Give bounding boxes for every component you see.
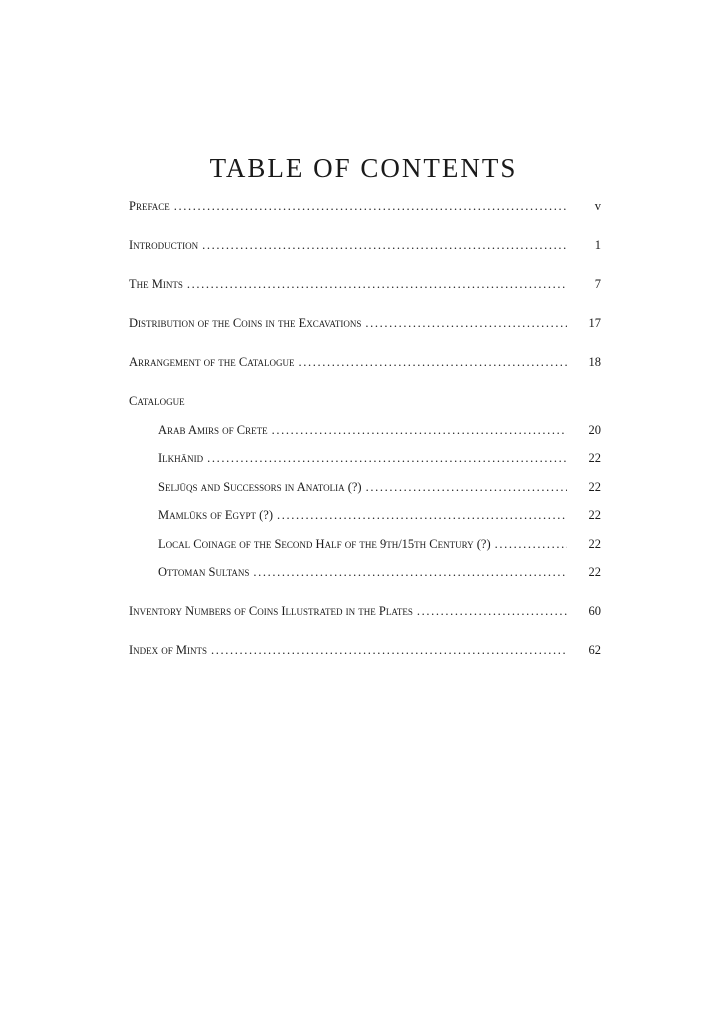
dot-leader [299,355,567,370]
toc-entry-preface [129,199,601,214]
toc-heading-catalogue [129,394,601,409]
dot-leader [207,451,567,466]
dot-leader [253,565,567,580]
toc-entry-page: 60 [588,604,601,618]
dot-leader [174,199,567,214]
toc-entry-label: Index of Mints [129,643,208,657]
toc-entry-index-of-mints [129,643,601,658]
toc-entry-page: 22 [588,536,601,551]
page-title: TABLE OF CONTENTS [209,153,518,183]
toc-entry-inventory-numbers [129,604,601,619]
toc-subentry-mamluks [129,508,601,523]
toc-entry-page: 17 [588,316,601,330]
toc-entry-label: Preface [129,199,170,213]
toc-subentry-ottoman-sultans [129,565,601,580]
toc-entry-label: Inventory Numbers of Coins Illustrated in the Plates [129,604,413,618]
toc-entry-page: 7 [594,277,601,291]
toc-subentry-local-coinage [129,537,601,552]
toc-entry-label: Local Coinage of the Second Half of the 9th/15th Century (?) [158,536,491,551]
toc-entry-page: 62 [588,643,601,657]
toc-entry-page: 22 [588,565,601,579]
toc-entry-distribution [129,316,601,331]
dot-leader [211,643,567,658]
toc-entry-page: v [594,199,601,213]
dot-leader [366,480,567,495]
toc-entry-page: 20 [588,422,601,437]
toc-entry-introduction [129,238,601,253]
toc-entry-page: 18 [588,355,601,369]
toc-subentry-ilkhanid [129,451,601,466]
table-of-contents [129,199,601,658]
toc-subentry-arab-amirs [129,423,601,438]
toc-entry-label: Mamlūks of Egypt (?) [158,508,274,522]
toc-entry-label: Ilkhānid [158,451,204,465]
dot-leader [272,423,567,438]
dot-leader [187,277,567,292]
toc-entry-the-mints [129,277,601,292]
dot-leader [495,537,567,552]
toc-entry-label: Introduction [129,238,199,252]
toc-entry-page: 1 [594,238,601,252]
toc-entry-label: Distribution of the Coins in the Excavations [129,316,362,330]
toc-entry-label: Ottoman Sultans [158,565,250,579]
toc-entry-label: Arab Amirs of Crete [158,422,268,437]
toc-entry-label: Arrangement of the Catalogue [129,355,295,369]
toc-entry-arrangement [129,355,601,370]
toc-entry-page: 22 [588,451,601,465]
dot-leader [202,238,567,253]
dot-leader [417,604,567,619]
toc-entry-page: 22 [588,479,601,494]
toc-entry-label: The Mints [129,277,183,291]
dot-leader [365,316,567,331]
toc-subentry-seljuqs [129,480,601,495]
toc-entry-page: 22 [588,508,601,522]
dot-leader [277,508,567,523]
toc-entry-label: Seljūqs and Successors in Anatolia (?) [158,479,362,494]
toc-heading-label: Catalogue [129,394,185,408]
